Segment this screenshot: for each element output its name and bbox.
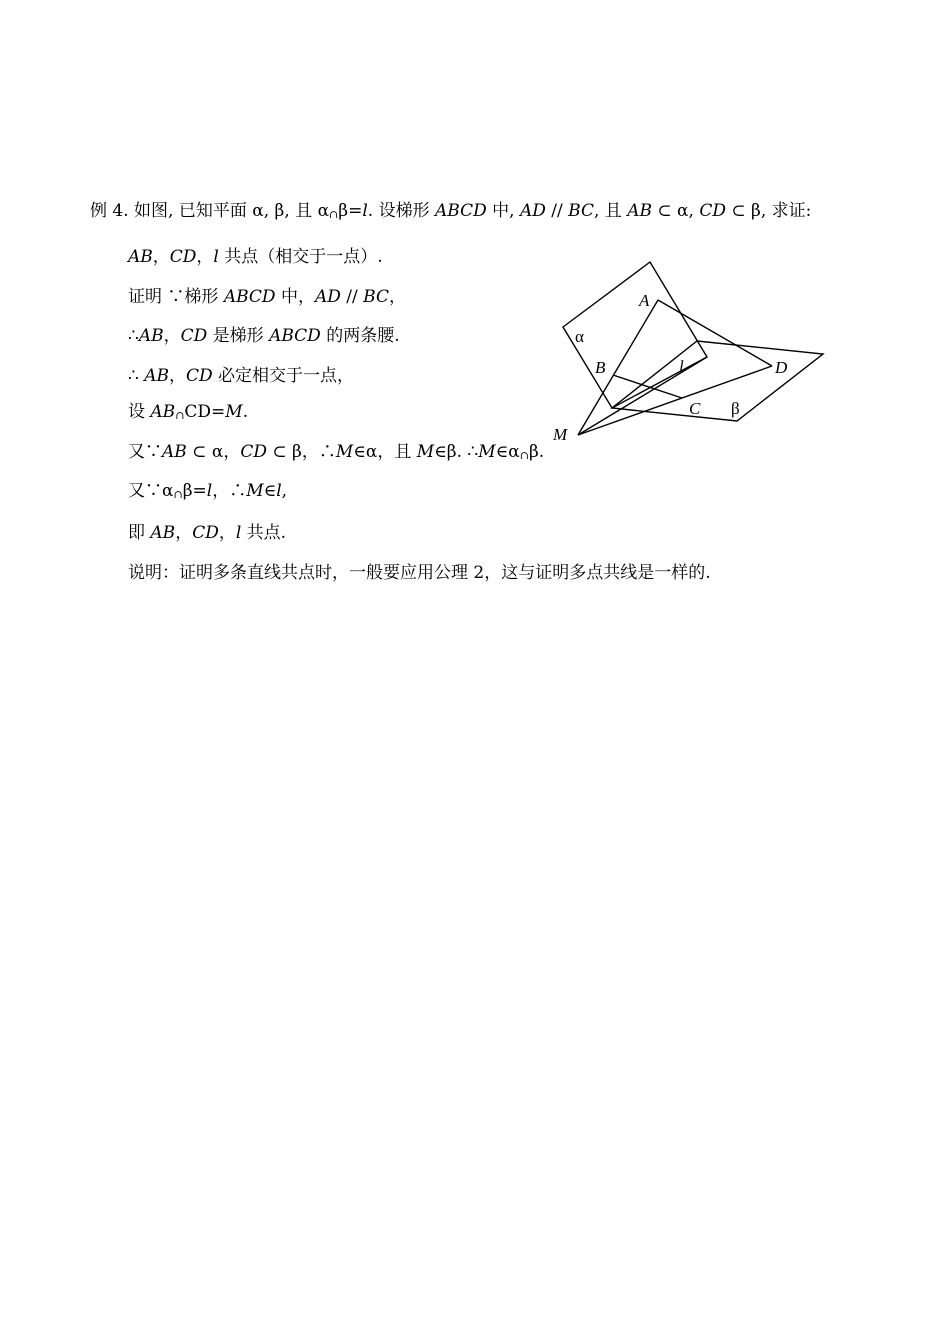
plane-alpha bbox=[563, 262, 707, 408]
note-line: 说明：证明多条直线共点时，一般要应用公理 2，这与证明多点共线是一样的. bbox=[128, 563, 711, 583]
proof-line-1: 证明 ∵梯形 ABCD 中，AD // BC， bbox=[128, 287, 406, 307]
proof-line-6: 又$\because\alpha_\cap\beta=l$，∴M∈l, bbox=[128, 481, 288, 501]
proof-line-7: 即 AB，CD，l 共点. bbox=[128, 523, 287, 543]
line-ad bbox=[658, 300, 772, 366]
label-m: M bbox=[553, 425, 568, 444]
plane-intersection-figure bbox=[553, 255, 830, 450]
problem-line-2: AB，CD，l 共点（相交于一点）. bbox=[128, 247, 383, 267]
line-ab bbox=[578, 300, 658, 435]
label-a: A bbox=[639, 291, 650, 310]
label-b: B bbox=[595, 358, 606, 377]
proof-line-4: 设 $AB_\cap CD=M$. bbox=[128, 402, 249, 422]
plane-beta bbox=[612, 341, 823, 421]
label-beta: β bbox=[731, 399, 740, 418]
proof-line-3: ∴ AB，CD 必定相交于一点， bbox=[128, 366, 355, 386]
label-c: C bbox=[689, 399, 701, 418]
label-l: l bbox=[679, 357, 684, 376]
proof-line-2: ∴AB，CD 是梯形 ABCD 的两条腰. bbox=[128, 326, 400, 346]
proof-line-5: 又∵AB ⊂ α，CD ⊂ β，∴M∈α，且 M∈β. $\therefore M\in\alpha_\cap\beta$. bbox=[128, 442, 545, 462]
label-alpha: α bbox=[575, 327, 584, 346]
label-d: D bbox=[775, 358, 788, 377]
problem-line-1: 例 4. 如图, 已知平面 α, β, 且 $\alpha_\cap\beta=l$. 设梯形 ABCD 中, AD // BC, 且 AB ⊂ α, CD ⊂ β, 求证: bbox=[90, 201, 812, 221]
